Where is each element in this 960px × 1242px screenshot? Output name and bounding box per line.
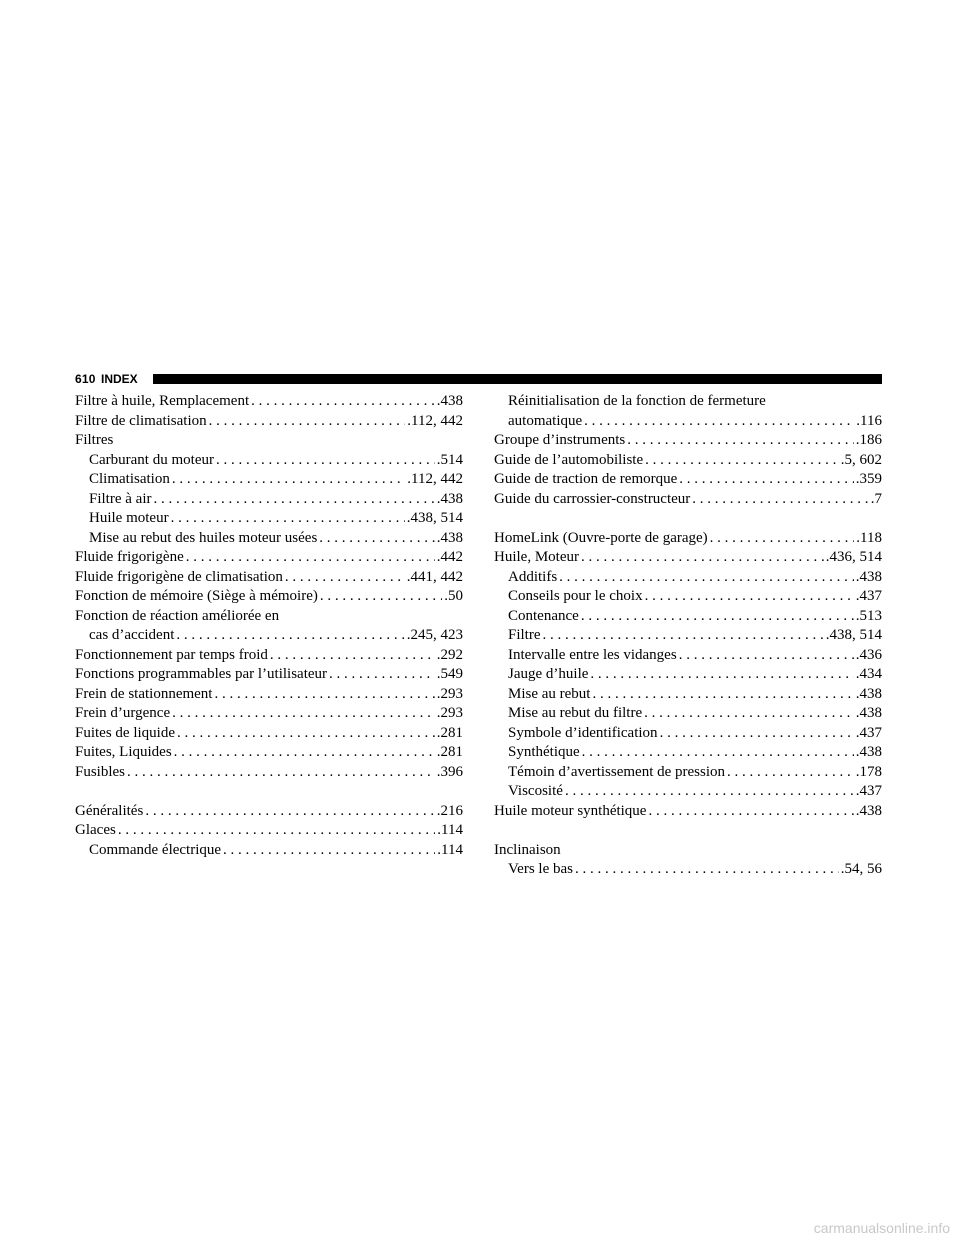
index-subentry — [75, 841, 463, 861]
index-entry — [75, 548, 463, 568]
entry-term: Mise au rebut du filtre — [508, 705, 643, 721]
entry-page-ref: .437 — [855, 783, 882, 799]
entry-term: cas d’accident — [89, 627, 175, 643]
dot-leader — [565, 782, 854, 802]
entry-page-ref: .438, 514 — [825, 627, 882, 643]
dot-leader — [174, 743, 435, 763]
entry-page-ref: .293 — [436, 685, 463, 702]
index-entry — [75, 685, 463, 705]
entry-page-ref: .245, 423 — [406, 627, 463, 643]
dot-leader — [214, 685, 434, 705]
entry-page-ref: .549 — [436, 666, 463, 682]
header-rule — [153, 374, 882, 384]
dot-leader — [543, 626, 824, 646]
entry-term: automatique — [508, 412, 583, 429]
entry-term: Conseils pour le choix — [508, 588, 643, 604]
entry-term: Frein de stationnement — [75, 685, 213, 702]
section-title: INDEX — [101, 372, 138, 386]
entry-page-ref: .438 — [436, 393, 463, 409]
dot-leader — [223, 841, 435, 861]
entry-page-ref: .54, 56 — [840, 861, 882, 877]
dot-leader — [285, 568, 405, 588]
dot-leader — [172, 704, 435, 724]
index-subentry — [494, 685, 882, 705]
dot-leader — [127, 763, 435, 783]
dot-leader — [171, 509, 405, 529]
entry-term: Climatisation — [89, 471, 170, 487]
index-subentry — [75, 470, 463, 490]
dot-leader — [320, 587, 442, 607]
entry-page-ref: .441, 442 — [406, 568, 463, 585]
dot-leader — [710, 529, 855, 549]
dot-leader — [660, 724, 854, 744]
entry-term: Additifs — [508, 568, 558, 585]
index-subentry — [75, 626, 463, 646]
entry-term: Intervalle entre les vidanges — [508, 646, 677, 663]
entry-page-ref: .178 — [855, 763, 882, 780]
entry-page-ref: .116 — [856, 412, 882, 429]
index-subentry — [75, 451, 463, 471]
index-subentry — [494, 646, 882, 666]
entry-page-ref: .438 — [855, 744, 882, 760]
index-subentry — [494, 704, 882, 724]
index-subentry — [494, 724, 882, 744]
index-entry — [494, 802, 882, 822]
entry-term: Viscosité — [508, 783, 563, 799]
dot-leader — [153, 490, 434, 510]
dot-leader — [692, 490, 868, 510]
index-entry — [494, 529, 882, 549]
entry-term: Fonction de mémoire (Siège à mémoire) — [75, 588, 318, 604]
entry-page-ref: .438 — [855, 685, 882, 702]
entry-term: Mise au rebut des huiles moteur usées — [89, 529, 318, 546]
dot-leader — [145, 802, 434, 822]
dot-leader — [584, 412, 854, 432]
entry-page-ref: .112, 442 — [407, 471, 463, 487]
index-subentry — [494, 412, 882, 432]
entry-term: Frein d’urgence — [75, 705, 171, 721]
index-entry — [75, 821, 463, 841]
entry-term: Filtre à huile, Remplacement — [75, 393, 250, 409]
dot-leader — [329, 665, 435, 685]
entry-term: Fuites de liquide — [75, 724, 175, 741]
index-subentry — [494, 587, 882, 607]
dot-leader — [627, 431, 854, 451]
index-subentry — [75, 509, 463, 529]
dot-leader — [251, 392, 435, 412]
index-heading: Réinitialisation de la fonction de fermeture — [508, 393, 766, 409]
entry-term: Commande électrique — [89, 841, 222, 858]
entry-page-ref: .438 — [855, 568, 882, 585]
entry-page-ref: .438 — [436, 490, 463, 507]
dot-leader — [648, 802, 853, 822]
entry-page-ref: .293 — [436, 705, 463, 721]
dot-leader — [679, 470, 853, 490]
page-header — [75, 372, 882, 386]
entry-page-ref: .118 — [856, 529, 882, 546]
entry-page-ref: .7 — [870, 490, 882, 507]
entry-page-ref: .396 — [436, 763, 463, 780]
entry-page-ref: .114 — [437, 822, 463, 838]
entry-term: Guide de traction de remorque — [494, 471, 678, 487]
dot-leader — [679, 646, 854, 666]
entry-term: Fusibles — [75, 763, 126, 780]
dot-leader — [645, 451, 839, 471]
index-heading: Fonction de réaction améliorée en — [75, 607, 280, 624]
entry-page-ref: .434 — [855, 666, 882, 682]
entry-page-ref: .442 — [436, 549, 463, 565]
entry-term: Filtre de climatisation — [75, 412, 207, 429]
dot-leader — [592, 685, 853, 705]
index-entry — [494, 490, 882, 510]
dot-leader — [118, 821, 435, 841]
entry-term: Filtre — [508, 627, 541, 643]
entry-page-ref: .114 — [437, 841, 463, 858]
entry-page-ref: .359 — [855, 471, 882, 487]
dot-leader — [216, 451, 435, 471]
dot-leader — [644, 704, 854, 724]
dot-leader — [177, 724, 435, 744]
index-entry — [75, 763, 463, 783]
index-entry — [494, 470, 882, 490]
index-entry — [75, 743, 463, 763]
entry-page-ref: .216 — [436, 802, 463, 819]
dot-leader — [575, 860, 839, 880]
index-entry — [75, 568, 463, 588]
index-entry — [75, 724, 463, 744]
dot-leader — [319, 529, 434, 549]
dot-leader — [581, 607, 854, 627]
index-column-right — [494, 392, 882, 880]
entry-gap — [494, 509, 882, 529]
index-subentry — [494, 626, 882, 646]
entry-gap — [494, 821, 882, 841]
index-entry — [75, 646, 463, 666]
entry-term: Fonctionnement par temps froid — [75, 646, 268, 663]
index-heading: Filtres — [75, 432, 114, 448]
index-subentry — [75, 490, 463, 510]
index-entry — [75, 802, 463, 822]
dot-leader — [270, 646, 435, 666]
index-subentry — [494, 763, 882, 783]
dot-leader — [186, 548, 435, 568]
entry-term: Huile moteur synthétique — [494, 802, 647, 819]
entry-term: Groupe d’instruments — [494, 432, 626, 448]
entry-term: Généralités — [75, 802, 144, 819]
dot-leader — [645, 587, 854, 607]
entry-page-ref: .438 — [855, 705, 882, 721]
entry-page-ref: .281 — [436, 724, 463, 741]
entry-term: Carburant du moteur — [89, 451, 214, 468]
entry-term: Contenance — [508, 607, 579, 624]
entry-term: Mise au rebut — [508, 685, 591, 702]
entry-page-ref: .281 — [436, 744, 463, 760]
dot-leader — [590, 665, 853, 685]
index-subentry — [494, 568, 882, 588]
index-subentry — [75, 529, 463, 549]
entry-page-ref: .436, 514 — [825, 549, 882, 565]
index-subentry — [494, 743, 882, 763]
entry-term: Glaces — [75, 822, 116, 838]
entry-page-ref: .186 — [855, 432, 882, 448]
entry-page-ref: .292 — [436, 646, 463, 663]
index-entry — [75, 665, 463, 685]
dot-leader — [176, 626, 404, 646]
entry-page-ref: .438 — [436, 529, 463, 546]
dot-leader — [559, 568, 854, 588]
entry-term: Huile moteur — [89, 510, 169, 526]
entry-term: Guide du carrossier-constructeur — [494, 490, 691, 507]
index-entry — [75, 704, 463, 724]
entry-term: Jauge d’huile — [508, 666, 589, 682]
entry-term: Fonctions programmables par l’utilisateur — [75, 666, 328, 682]
entry-term: Fluide frigorigène — [75, 549, 184, 565]
index-subentry — [494, 607, 882, 627]
page-number: 610 — [75, 372, 96, 386]
index-entry — [494, 431, 882, 451]
entry-page-ref: .437 — [855, 588, 882, 604]
entry-page-ref: .437 — [855, 724, 882, 741]
entry-term: HomeLink (Ouvre-porte de garage) — [494, 529, 708, 546]
entry-page-ref: .112, 442 — [407, 412, 463, 429]
entry-page-ref: .436 — [855, 646, 882, 663]
entry-page-ref: .50 — [444, 588, 463, 604]
index-entry — [75, 392, 463, 412]
index-subentry — [494, 782, 882, 802]
index-entry — [75, 587, 463, 607]
dot-leader — [581, 548, 824, 568]
entry-term: Synthétique — [508, 744, 580, 760]
entry-page-ref: .438, 514 — [406, 510, 463, 526]
entry-page-ref: .5, 602 — [840, 451, 882, 468]
entry-page-ref: .438 — [855, 802, 882, 819]
index-heading: Inclinaison — [494, 841, 561, 858]
entry-page-ref: .513 — [855, 607, 882, 624]
dot-leader — [172, 470, 405, 490]
entry-term: Fuites, Liquides — [75, 744, 172, 760]
entry-term: Témoin d’avertissement de pression — [508, 763, 726, 780]
index-column-left — [75, 392, 463, 860]
entry-page-ref: .514 — [436, 451, 463, 468]
dot-leader — [727, 763, 854, 783]
entry-term: Guide de l’automobiliste — [494, 451, 644, 468]
index-entry — [494, 548, 882, 568]
index-subentry — [494, 860, 882, 880]
index-entry — [494, 451, 882, 471]
entry-term: Symbole d’identification — [508, 724, 658, 741]
entry-term: Huile, Moteur — [494, 549, 579, 565]
dot-leader — [582, 743, 854, 763]
entry-term: Filtre à air — [89, 490, 152, 507]
entry-term: Vers le bas — [508, 861, 573, 877]
entry-gap — [75, 782, 463, 802]
index-subentry — [494, 665, 882, 685]
entry-term: Fluide frigorigène de climatisation — [75, 568, 283, 585]
dot-leader — [209, 412, 406, 432]
index-entry — [75, 412, 463, 432]
watermark: carmanualsonline.info — [813, 1220, 950, 1236]
